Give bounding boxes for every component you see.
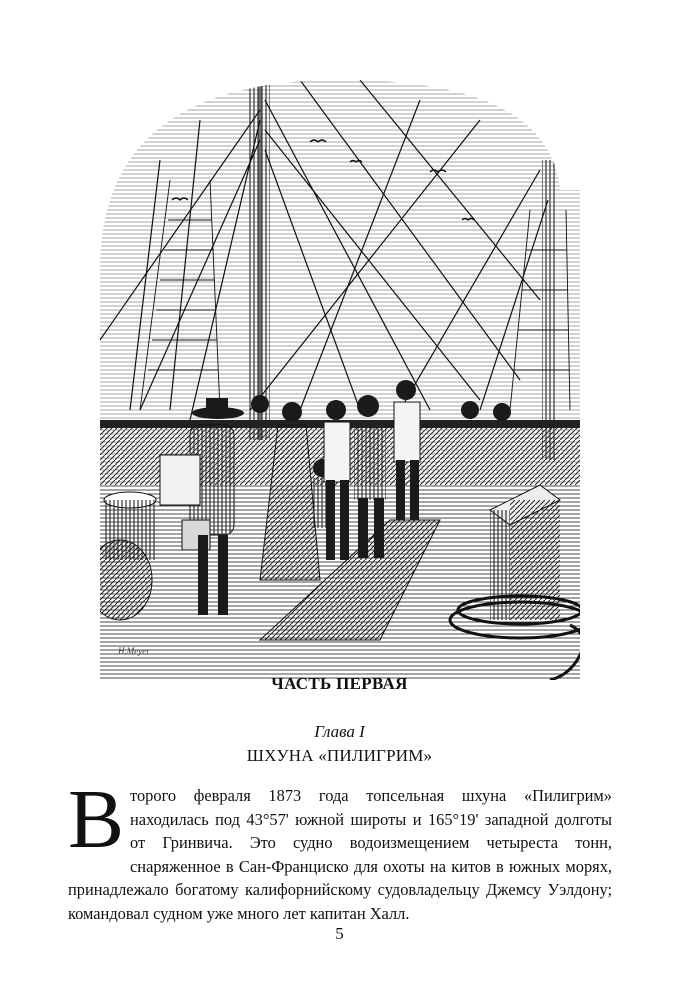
engraver-signature: H.Meyer <box>118 646 150 656</box>
paragraph-text: торого февраля 1873 года топсельная шхуна «Пилигрим» находилась под 43°57' южной широты и 165°19' западной долготы от Гринвича. Это судно водоизмещением четыреста тонн, снаряженное в Сан-Франциско для охоты на китов в южных морях, принадлежало богатому калифорнийскому судовладельцу Джемсу Уэлдону; командовал судном уже много лет капитан Халл. <box>68 786 612 923</box>
page-number: 5 <box>335 924 344 943</box>
ship-deck-engraving <box>100 80 580 680</box>
chapter-number: Глава I <box>314 722 365 741</box>
part-title: ЧАСТЬ ПЕРВАЯ <box>271 674 408 693</box>
body-paragraph <box>68 773 612 925</box>
chapter-title: ШХУНА «ПИЛИГРИМ» <box>246 746 433 765</box>
drop-cap-letter: В <box>68 773 125 866</box>
